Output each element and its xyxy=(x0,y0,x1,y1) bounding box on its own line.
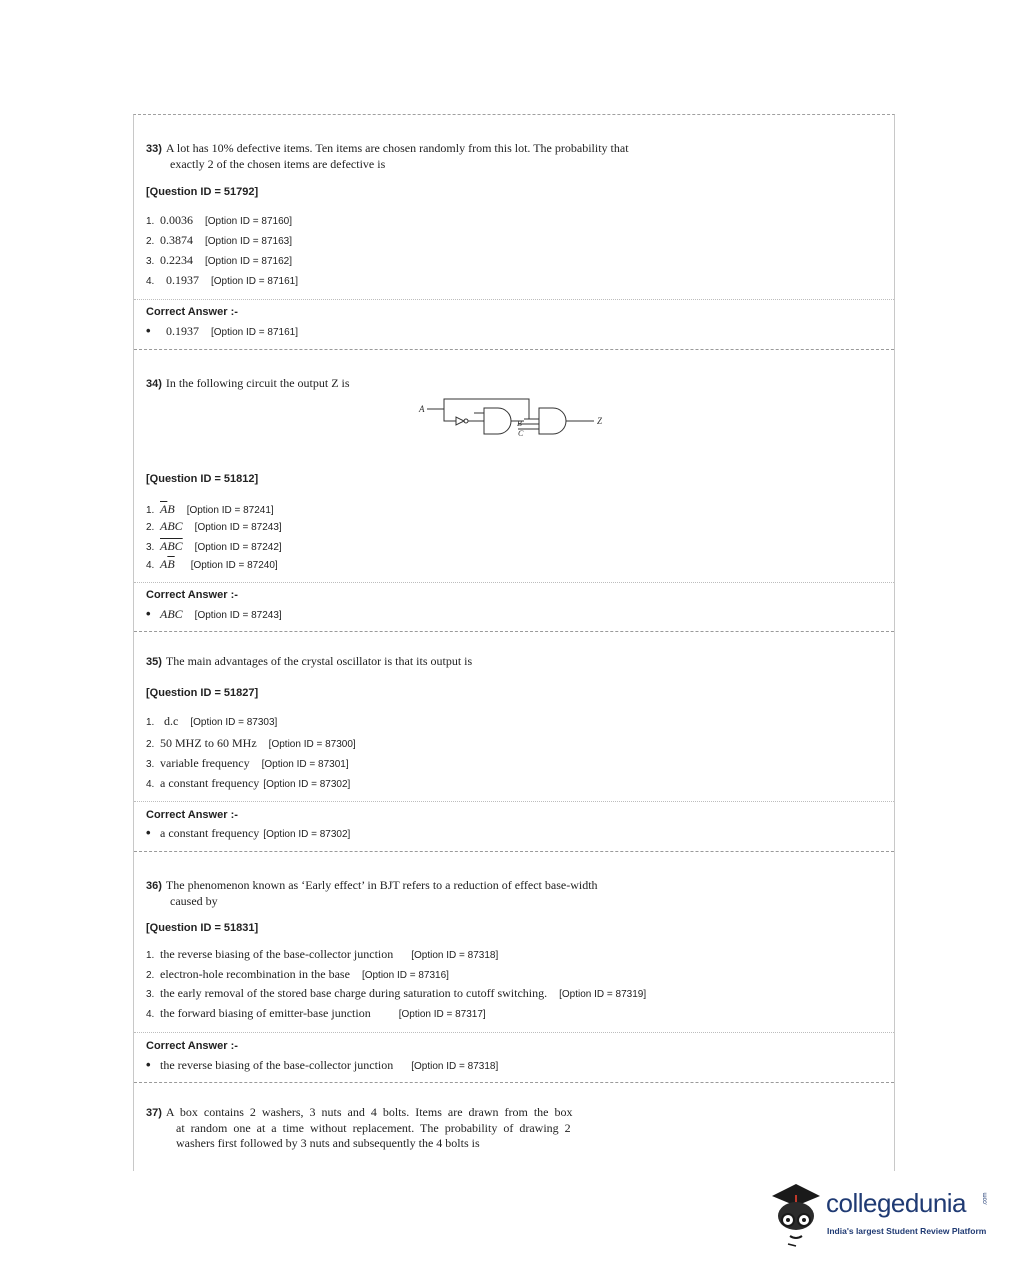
logo-com: .com xyxy=(982,1192,989,1206)
question-number: 36) xyxy=(146,880,162,892)
option-1: 1. $\overline{A}B$ [Option ID = 87241] xyxy=(146,502,274,516)
collegedunia-logo xyxy=(766,1178,996,1248)
question-paper-page xyxy=(133,114,895,1171)
option-2: 2. 0.3874 [Option ID = 87163] xyxy=(146,233,293,247)
question-number: 34) xyxy=(146,378,162,390)
option-4: 4. a constant frequency [Option ID = 87302] xyxy=(146,776,351,790)
circuit-label-b: B xyxy=(517,419,522,428)
circuit-label-z: Z xyxy=(597,416,603,426)
option-3: 3. the early removal of the stored base charge during saturation to cutoff switching. [Option ID = 87319] xyxy=(146,986,647,1000)
and-gate-2 xyxy=(539,408,566,434)
question-number: 33) xyxy=(146,143,162,155)
option-2: 2. electron-hole recombination in the base [Option ID = 87316] xyxy=(146,967,449,981)
question-id: [Question ID = 51831] xyxy=(146,922,259,934)
option-2: 2. 50 MHZ to 60 MHz [Option ID = 87300] xyxy=(146,736,356,750)
correct-answer-label: Correct Answer :- xyxy=(146,1040,238,1052)
question-text: 35) The main advantages of the crystal oscillator is that its output is xyxy=(146,654,473,668)
divider xyxy=(134,801,894,802)
question-id: [Question ID = 51827] xyxy=(146,687,259,699)
not-gate xyxy=(456,417,464,425)
option-3: 3. 0.2234 [Option ID = 87162] xyxy=(146,253,293,267)
correct-answer: • the reverse biasing of the base-collector junction [Option ID = 87318] xyxy=(146,1057,499,1072)
correct-answer-label: Correct Answer :- xyxy=(146,589,238,601)
option-2: 2. ABC [Option ID = 87243] xyxy=(146,519,282,533)
option-1: 1. d.c [Option ID = 87303] xyxy=(146,714,278,728)
question-id: [Question ID = 51812] xyxy=(146,473,259,485)
divider xyxy=(134,1032,894,1033)
question-number: 37) xyxy=(146,1107,162,1119)
question-text: 34) In the following circuit the output Z is xyxy=(146,376,350,390)
divider xyxy=(134,582,894,583)
question-number: 35) xyxy=(146,656,162,668)
logo-wordmark: collegedunia xyxy=(826,1188,967,1218)
option-4: 4. $A\overline{B}$ [Option ID = 87240] xyxy=(146,557,278,571)
circuit-label-a: A xyxy=(419,404,425,414)
option-4: 4. the forward biasing of emitter-base junction [Option ID = 87317] xyxy=(146,1006,486,1020)
divider xyxy=(134,299,894,300)
question-text: 33) A lot has 10% defective items. Ten items are chosen randomly from this lot. The probability that exactly 2 of the chosen items are defective is xyxy=(146,141,629,171)
question-separator xyxy=(134,1082,894,1083)
mascot-icon xyxy=(766,1178,824,1248)
correct-answer: • a constant frequency [Option ID = 87302] xyxy=(146,825,351,840)
option-1: 1. 0.0036 [Option ID = 87160] xyxy=(146,213,293,227)
option-1: 1. the reverse biasing of the base-collector junction [Option ID = 87318] xyxy=(146,947,499,961)
correct-answer: • 0.1937 [Option ID = 87161] xyxy=(146,323,299,338)
question-separator xyxy=(134,631,894,632)
logo-tagline: India's largest Student Review Platform xyxy=(827,1226,987,1236)
option-4: 4. 0.1937 [Option ID = 87161] xyxy=(146,273,299,287)
and-gate-1 xyxy=(484,408,511,434)
logic-circuit-diagram xyxy=(414,391,614,441)
circuit-label-c: C xyxy=(518,429,524,438)
question-id: [Question ID = 51792] xyxy=(146,186,259,198)
correct-answer: • ABC [Option ID = 87243] xyxy=(146,606,282,621)
correct-answer-label: Correct Answer :- xyxy=(146,306,238,318)
question-text: 37) A box contains 2 washers, 3 nuts and 4 bolts. Items are drawn from the box at random one at a time without replacement. The probability of drawing 2 washers first followed by 3 nuts and subsequently the 4 bolts is xyxy=(146,1105,573,1150)
question-text: 36) The phenomenon known as ‘Early effect’ in BJT refers to a reduction of effect base-width caused by xyxy=(146,878,598,908)
question-separator xyxy=(134,349,894,350)
option-3: 3. variable frequency [Option ID = 87301] xyxy=(146,756,349,770)
correct-answer-label: Correct Answer :- xyxy=(146,809,238,821)
question-separator xyxy=(134,851,894,852)
option-3: 3. $\overline{ABC}$ [Option ID = 87242] xyxy=(146,539,282,553)
